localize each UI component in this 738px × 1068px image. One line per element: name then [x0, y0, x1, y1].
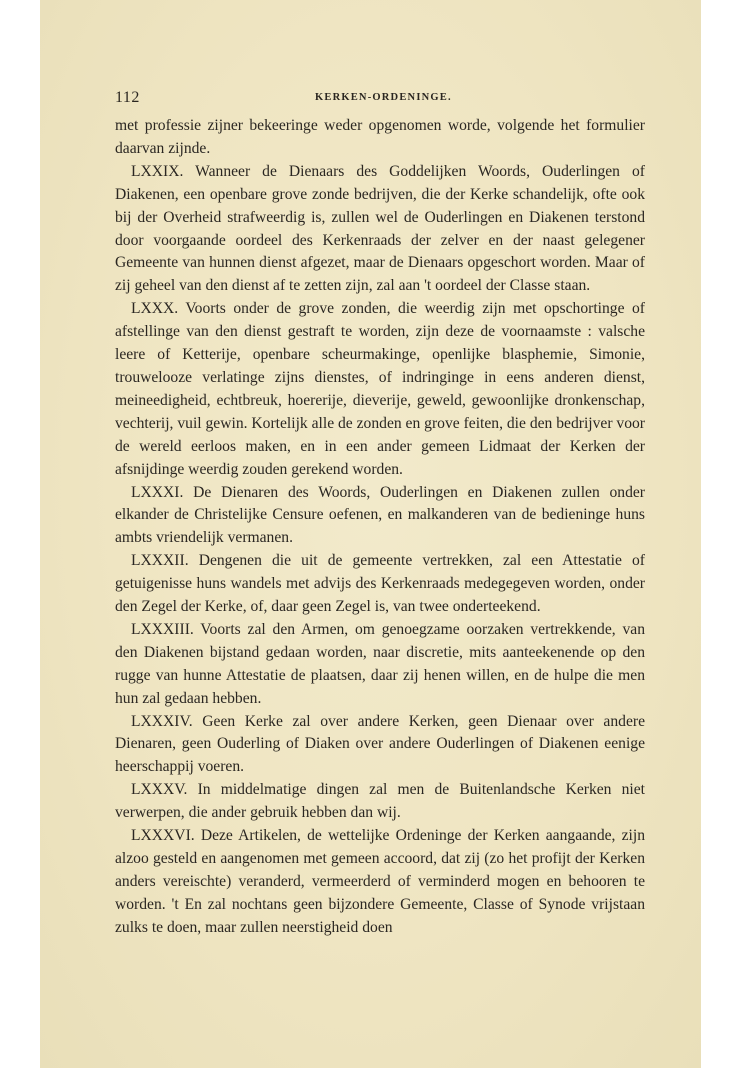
page-header	[115, 89, 645, 109]
page-number: 112	[115, 89, 140, 106]
article-lxxxii: LXXXII. Dengenen die uit de gemeente vertrekken, zal een Attestatie of getuigenisse huns wandels met advijs des Kerkenraads medegegeven worden, onder den Zegel der Kerke, of, daar geen Zegel is, van twee onderteekend.	[115, 552, 645, 616]
article-lxxxiii: LXXXIII. Voorts zal den Armen, om genoegzame oorzaken vertrekkende, van den Diakenen bijstand gedaan worden, naar discretie, mits aanteekenende op den rugge van hunne Attestatie de plaatsen, daar zij henen willen, en de hulpe die men hun zal gedaan hebben.	[115, 620, 645, 707]
article-lxxx: LXXX. Voorts onder de grove zonden, die weerdig zijn met opschortinge of afstellinge van den dienst gestraft te worden, zijn deze de voornaamste : valsche leere of Ketterije, openbare scheurmakinge, openlijke blasphemie, Simonie, trouwelooze verlatinge zijns dienstes, of indringinge in eens anderen dienst, meineedigheid, echtbreuk, hoererije, dieverije, geweld, gewoonlijke dronkenschap, vechterij, vuil gewin. Kortelijk alle de zonden en grove feiten, die den bedrijver voor de wereld eerloos maken, en in een ander gemeen Lidmaat der Kerken der afsnijdinge weerdig zouden gerekend worden.	[115, 300, 645, 478]
article-lxxxvi: LXXXVI. Deze Artikelen, de wettelijke Ordeninge der Kerken aangaande, zijn alzoo gesteld en aangenomen met gemeen accoord, dat zij (zo het profijt der Kerken anders vereischte) veranderd, vermeerderd of verminderd mogen en behooren te worden. 't En zal nochtans geen bijzondere Gemeente, Classe of Synode vrijstaan zulks te doen, maar zullen neerstigheid doen	[115, 827, 645, 936]
article-lxxxi: LXXXI. De Dienaren des Woords, Ouderlingen en Diakenen zullen onder elkander de Christelijke Censure oefenen, en malkanderen van de bedieninge huns ambts vriendelijk vermanen.	[115, 483, 645, 547]
article-lxxix: LXXIX. Wanneer de Dienaars des Goddelijken Woords, Ouderlingen of Diakenen, een openbare grove zonde bedrijven, die der Kerke schandelijk, ofte ook bij der Overheid strafweerdig is, zullen wel de Ouderlingen en Diakenen terstond door voorgaande oordeel des Kerkenraads der zelver en der naast gelegener Gemeente van hunnen dienst afgezet, maar de Dienaars opgeschort worden. Maar of zij geheel van den dienst af te zetten zijn, zal aan 't oordeel der Classe staan.	[115, 162, 645, 295]
paragraph-continuation: met professie zijner bekeeringe weder opgenomen worde, volgende het formulier daarvan zijnde.	[115, 117, 645, 157]
running-title: KERKEN-ORDENINGE.	[315, 92, 452, 103]
article-lxxxv: LXXXV. In middelmatige dingen zal men de Buitenlandsche Kerken niet verwerpen, die ander gebruik hebben dan wij.	[115, 781, 645, 822]
article-lxxxiv: LXXXIV. Geen Kerke zal over andere Kerken, geen Dienaar over andere Dienaren, geen Ouderling of Diaken over andere Ouderlingen of Diakenen eenige heerschappij voeren.	[115, 712, 645, 776]
body-text	[115, 115, 645, 940]
